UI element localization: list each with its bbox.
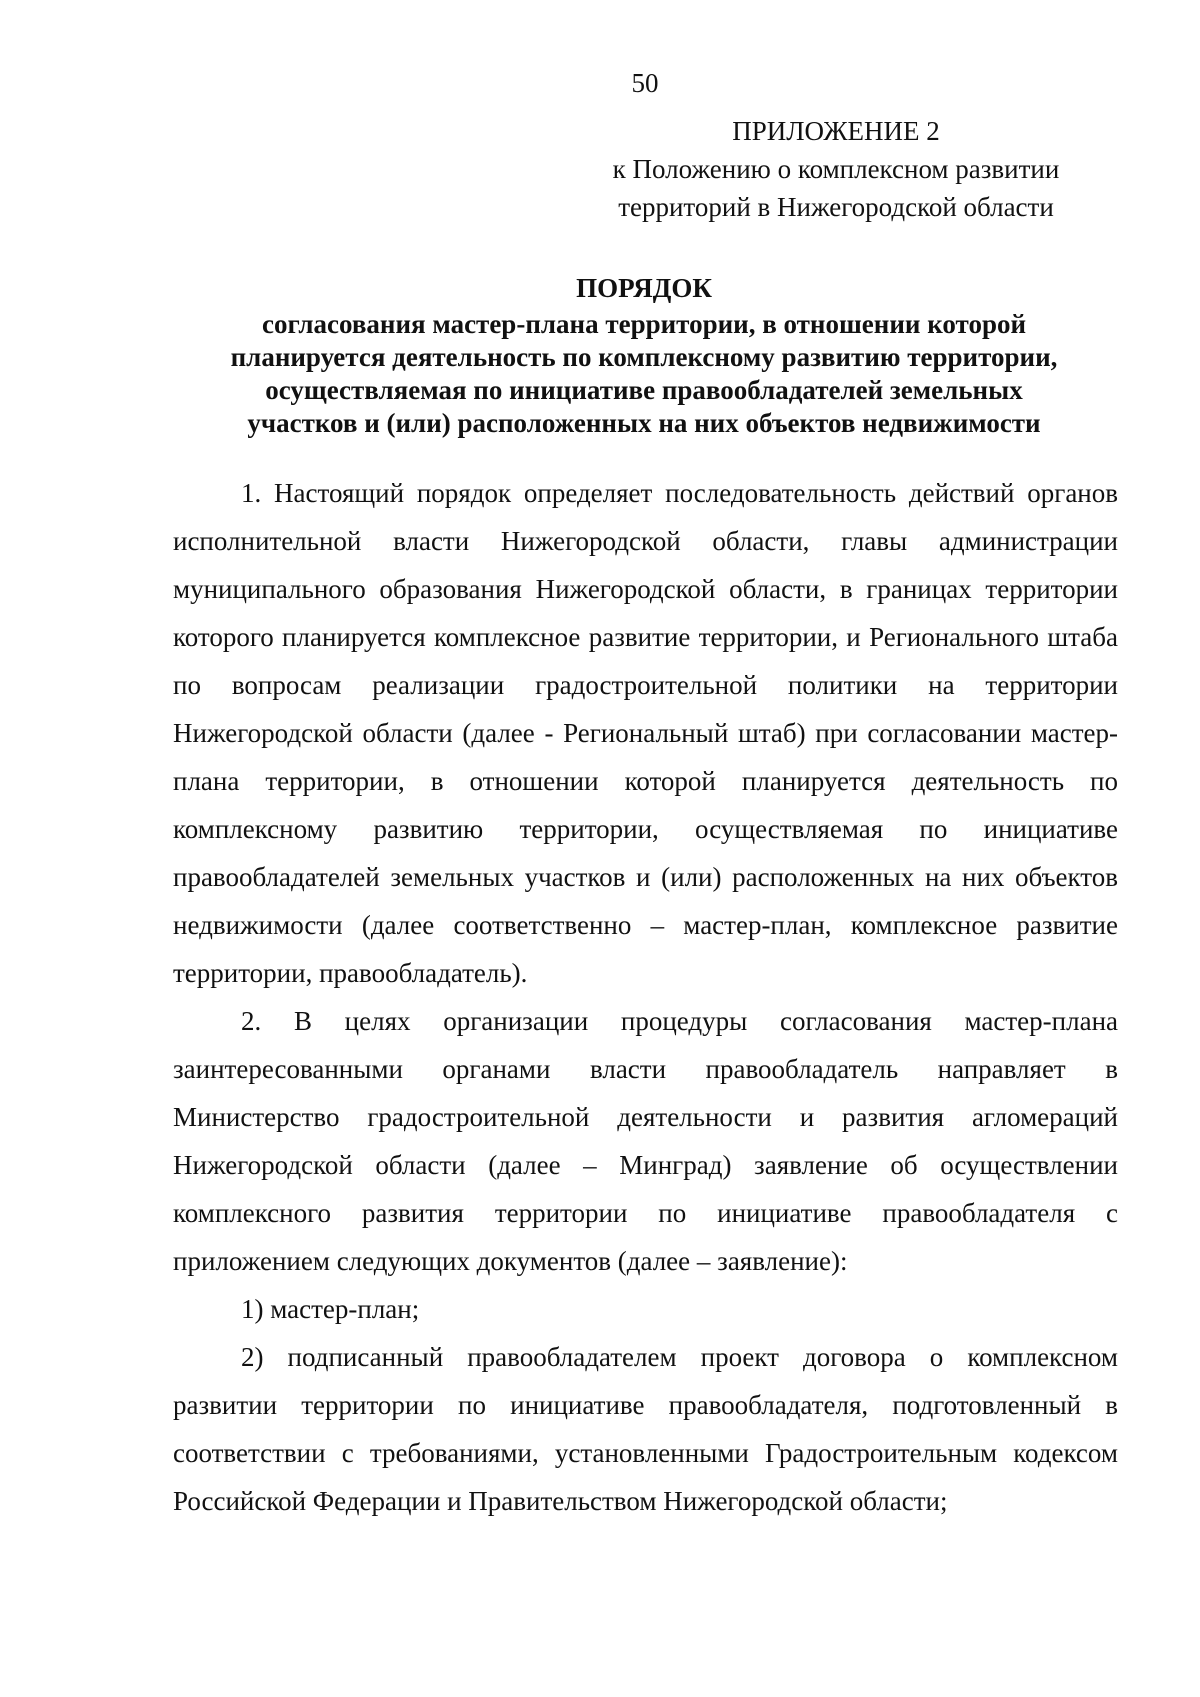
list-item-1: 1) мастер-план;: [241, 1294, 420, 1324]
page-number: 50: [631, 68, 659, 98]
heading-subtitle-line-3: осуществляемая по инициативе правообладателей земельных: [265, 375, 1023, 405]
document-body: [173, 469, 1118, 1525]
document-heading: [160, 272, 1128, 440]
list-item-2: 2) подписанный правообладателем проект договора о комплексном развитии территории по инициативе правообладателя, подготовленный в соответствии с требованиями, установленными Градостроительным кодексом Российской Федерации и Правительством Нижегородской области;: [173, 1342, 1118, 1516]
heading-subtitle-line-1: согласования мастер-плана территории, в отношении которой: [261, 309, 1027, 339]
appendix-title: ПРИЛОЖЕНИЕ 2: [732, 116, 940, 146]
paragraph-2: 2. В целях организации процедуры согласования мастер-плана заинтересованными органами власти правообладатель направляет в Министерство градостроительной деятельности и развития агломераций Нижегородской области (далее – Минград) заявление об осуществлении комплексного развития территории по инициативе правообладателя с приложением следующих документов (далее – заявление):: [173, 1006, 1118, 1276]
appendix-block: [600, 112, 1072, 226]
heading-subtitle-line-2: планируется деятельность по комплексному развитию территории,: [230, 342, 1058, 372]
appendix-reference-line-2: территорий в Нижегородской области: [618, 192, 1054, 222]
heading-title: ПОРЯДОК: [576, 273, 712, 303]
heading-subtitle-line-4: участков и (или) расположенных на них объектов недвижимости: [247, 408, 1041, 438]
paragraph-1: 1. Настоящий порядок определяет последовательность действий органов исполнительной власти Нижегородской области, главы администрации муниципального образования Нижегородской области, в границах территории которого планируется комплексное развитие территории, и Регионального штаба по вопросам реализации градостроительной политики на территории Нижегородской области (далее - Региональный штаб) при согласовании мастер-плана территории, в отношении которой планируется деятельность по комплексному развитию территории, осуществляемая по инициативе правообладателей земельных участков и (или) расположенных на них объектов недвижимости (далее соответственно – мастер-план, комплексное развитие территории, правообладатель).: [173, 478, 1118, 988]
appendix-reference-line-1: к Положению о комплексном развитии: [612, 154, 1060, 184]
